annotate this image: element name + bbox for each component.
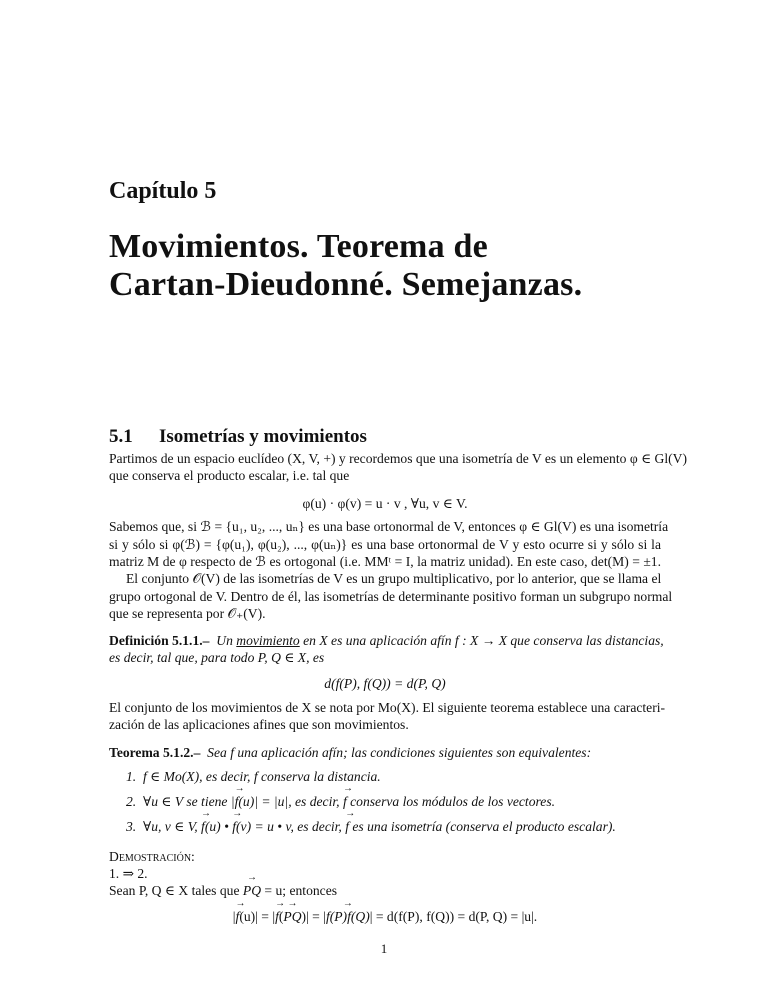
item-text: ∀u, v ∈ V, (143, 819, 202, 834)
proof-text: = u; entonces (261, 883, 338, 898)
chapter-title-line-2: Cartan-Dieudonné. Semejanzas. (109, 266, 583, 303)
defined-term: movimiento (236, 633, 300, 648)
vector-f: → f (275, 909, 279, 925)
theorem-line (109, 745, 661, 761)
definition-text: Un (216, 633, 233, 648)
item-text: (v) = u • v, es decir, (236, 819, 346, 834)
vector-fpfq: → f(P)f(Q) (326, 909, 370, 925)
vector-pq: → PQ (243, 883, 261, 899)
page-number: 1 (380, 941, 388, 956)
section-number: 5.1 (109, 426, 133, 447)
chapter-label: Capítulo 5 (109, 178, 217, 204)
proof-formula (109, 909, 661, 925)
theorem-item-2 (126, 794, 555, 810)
proof-label: Demostración: (109, 849, 195, 864)
section-heading (109, 426, 367, 448)
item-text: ∀u ∈ V se tiene | (143, 794, 235, 809)
formula-part: | = d(f(P), f(Q)) = d(P, Q) = |u|. (369, 909, 538, 924)
vector-f: → f (343, 794, 347, 810)
p2-line-2: si y sólo si φ(ℬ) = {φ(u₁), φ(u₂), ..., φ(uₙ)} es una base ortonormal de V y esto ocurre si y sólo si la (109, 537, 661, 552)
intro-line-1: Partimos de un espacio euclídeo (X, V, +) y recordemos que una isometría de V es un elemento φ ∈ Gl(V) (109, 451, 687, 466)
vector-f: → f (236, 909, 240, 925)
formula-part: | (232, 909, 236, 924)
p3-line-2: grupo ortogonal de V. Dentro de él, las isometrías de determinante positivo forman un subgrupo normal (109, 589, 673, 604)
formula-distance: d(f(P), f(Q)) = d(P, Q) (324, 676, 446, 691)
item-text: (u) • (204, 819, 233, 834)
item-number: 2. (126, 794, 137, 809)
item-number: 1. (126, 769, 137, 784)
p2-line-1: Sabemos que, si ℬ = {u₁, u₂, ..., uₙ} es una base ortonormal de V, entonces φ ∈ Gl(V) es una isometría (109, 519, 669, 534)
item-text: f ∈ Mo(X), es decir, f conserva la distancia. (143, 769, 381, 784)
item-text: conserva los módulos de los vectores. (346, 794, 556, 809)
definition-line-2: es decir, tal que, para todo P, Q ∈ X, es (109, 650, 325, 665)
formula-part: )| = | (301, 909, 326, 924)
after-definition-line-2: zación de las aplicaciones afines que son movimientos. (109, 717, 409, 732)
definition-label: Definición 5.1.1.– (109, 633, 210, 648)
theorem-item-3 (126, 819, 616, 835)
proof-line-1 (109, 883, 661, 899)
item-text: (u)| = |u|, es decir, (238, 794, 343, 809)
vector-pq: → PQ (283, 909, 301, 925)
p3-line-1: El conjunto 𝒪(V) de las isometrías de V es un grupo multiplicativo, por lo anterior, que se llama el (126, 571, 662, 586)
vector-f: → f (235, 794, 239, 810)
definition-text-cont: en X es una aplicación afín f : X → X que conserva las distancias, (303, 633, 664, 648)
p3-line-3: que se representa por 𝒪₊(V). (109, 606, 266, 621)
definition-line-1 (109, 633, 664, 649)
item-number: 3. (126, 819, 137, 834)
formula-part: ( (278, 909, 284, 924)
item-text: es una isometría (conserva el producto escalar). (349, 819, 616, 834)
vector-f: → f (345, 819, 349, 835)
p2-line-3: matriz M de φ respecto de ℬ es ortogonal (i.e. MMᵗ = I, la matriz unidad). En este caso, det(M) = ±1. (109, 554, 661, 569)
formula-isometry: φ(u) · φ(v) = u · v , ∀u, v ∈ V. (302, 496, 468, 511)
chapter-title-line-1: Movimientos. Teorema de (109, 228, 488, 265)
proof-step: 1. ⇒ 2. (109, 866, 148, 881)
after-definition-line-1: El conjunto de los movimientos de X se nota por Mo(X). El siguiente teorema establece una caracteri- (109, 700, 666, 715)
section-title: Isometrías y movimientos (159, 426, 367, 447)
proof-text: Sean P, Q ∈ X tales que (109, 883, 243, 898)
theorem-label: Teorema 5.1.2.– (109, 745, 201, 760)
formula-part: (u)| = | (239, 909, 276, 924)
vector-f: → f (232, 819, 236, 835)
intro-line-2: que conserva el producto escalar, i.e. tal que (109, 468, 350, 483)
vector-f: → f (201, 819, 205, 835)
theorem-statement: Sea f una aplicación afín; las condiciones siguientes son equivalentes: (207, 745, 592, 760)
